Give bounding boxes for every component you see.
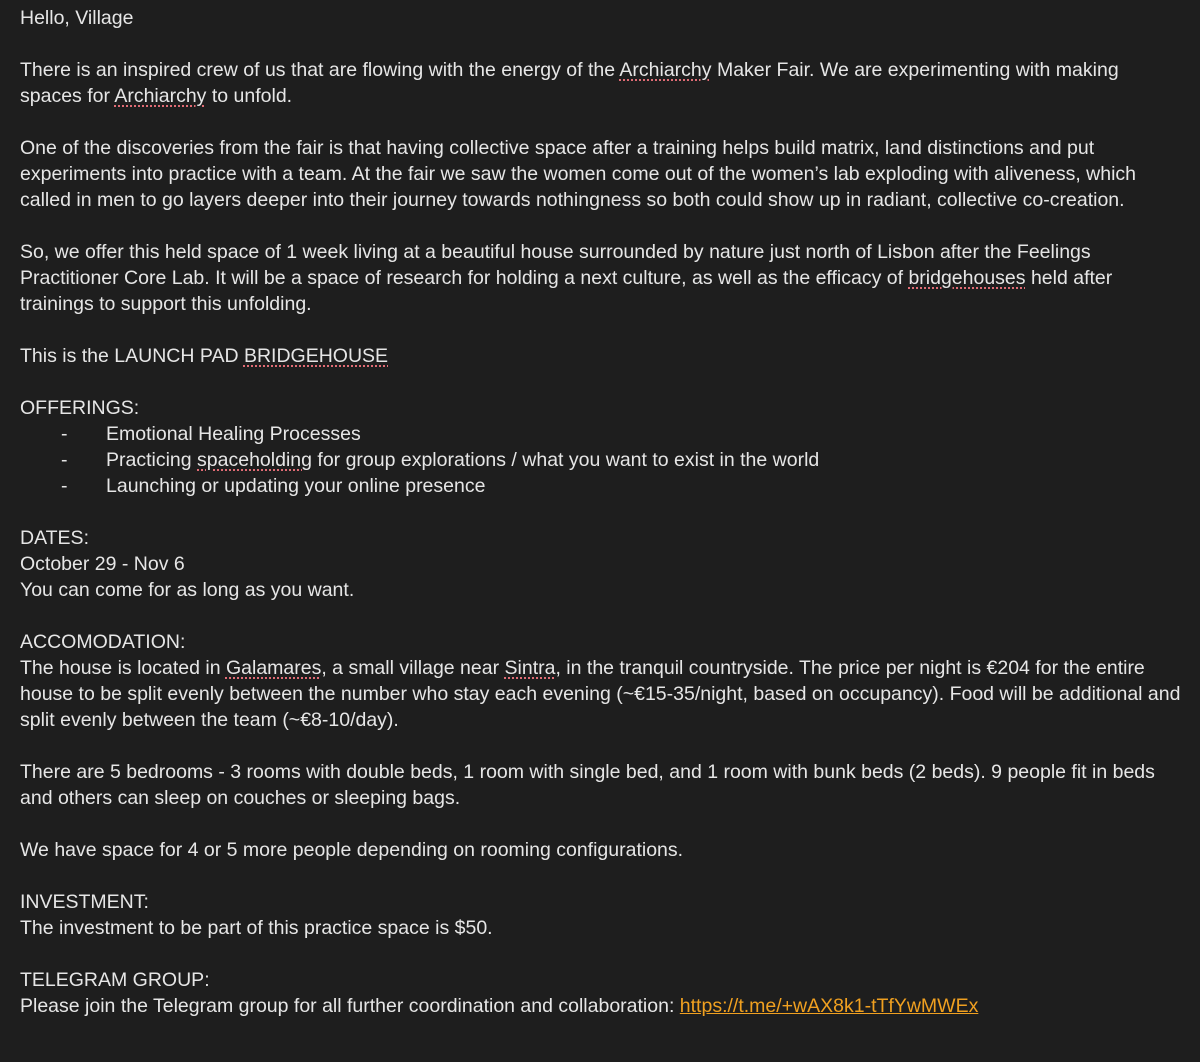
bedrooms-paragraph: There are 5 bedrooms - 3 rooms with double beds, 1 room with single bed, and 1 room with bunk beds (2 beds). 9 people fit in beds and others can sleep on couches or sleeping bags.	[20, 761, 1155, 809]
offerings-list	[20, 421, 1185, 499]
offer-paragraph: So, we offer this held space of 1 week living at a beautiful house surrounded by nature just north of Lisbon after the Feelings Practitioner Core Lab. It will be a space of research for holding a next culture, as well as the efficacy of bridgehouses held after trainings to support this unfolding.	[20, 241, 1113, 315]
offerings-heading: OFFERINGS:	[20, 397, 140, 419]
misspelled-word[interactable]: BRIDGEHOUSE	[243, 345, 389, 367]
list-item: - Emotional Healing Processes	[61, 423, 361, 445]
list-dash: -	[61, 475, 68, 497]
misspelled-word[interactable]: Sintra	[504, 657, 556, 679]
misspelled-word[interactable]: Galamares	[225, 657, 322, 679]
list-dash: -	[61, 449, 68, 471]
list-dash: -	[61, 423, 68, 445]
space-paragraph: We have space for 4 or 5 more people depending on rooming configurations.	[20, 839, 684, 861]
accommodation-heading: ACCOMODATION:	[20, 631, 186, 653]
telegram-link[interactable]: https://t.me/+wAX8k1-tTfYwMWEx	[679, 995, 979, 1017]
misspelled-word[interactable]: bridgehouses	[908, 267, 1026, 289]
list-item: - Launching or updating your online presence	[61, 475, 486, 497]
dates-range: October 29 - Nov 6	[20, 553, 185, 575]
investment-text: The investment to be part of this practice space is $50.	[20, 917, 493, 939]
investment-heading: INVESTMENT:	[20, 891, 149, 913]
misspelled-word[interactable]: spaceholding	[197, 449, 312, 471]
telegram-heading: TELEGRAM GROUP:	[20, 969, 210, 991]
accommodation-paragraph: The house is located in Galamares, a small village near Sintra, in the tranquil countryside. The price per night is €204 for the entire house to be split evenly between the number who stay each evening (~€15-35/night, based on occupancy). Food will be additional and split evenly between the team (~€8-10/day).	[20, 657, 1181, 731]
list-item: - Practicing spaceholding for group explorations / what you want to exist in the world	[61, 449, 820, 471]
telegram-paragraph: Please join the Telegram group for all further coordination and collaboration: https://t.me/+wAX8k1-tTfYwMWEx	[20, 995, 979, 1017]
misspelled-word[interactable]: Archiarchy	[619, 59, 712, 81]
intro-paragraph: There is an inspired crew of us that are flowing with the energy of the Archiarchy Maker Fair. We are experimenting with making spaces for Archiarchy to unfold.	[20, 59, 1119, 107]
dates-note: You can come for as long as you want.	[20, 579, 355, 601]
discovery-paragraph: One of the discoveries from the fair is that having collective space after a training helps build matrix, land distinctions and put experiments into practice with a team. At the fair we saw the women come out of the women’s lab exploding with aliveness, which called in men to go layers deeper into their journey towards nothingness so both could show up in radiant, collective co-creation.	[20, 137, 1137, 211]
launch-pad-line: This is the LAUNCH PAD BRIDGEHOUSE	[20, 345, 389, 367]
misspelled-word[interactable]: Archiarchy	[114, 85, 207, 107]
dates-heading: DATES:	[20, 527, 89, 549]
greeting: Hello, Village	[20, 7, 134, 29]
message-body[interactable]	[20, 5, 1185, 1019]
